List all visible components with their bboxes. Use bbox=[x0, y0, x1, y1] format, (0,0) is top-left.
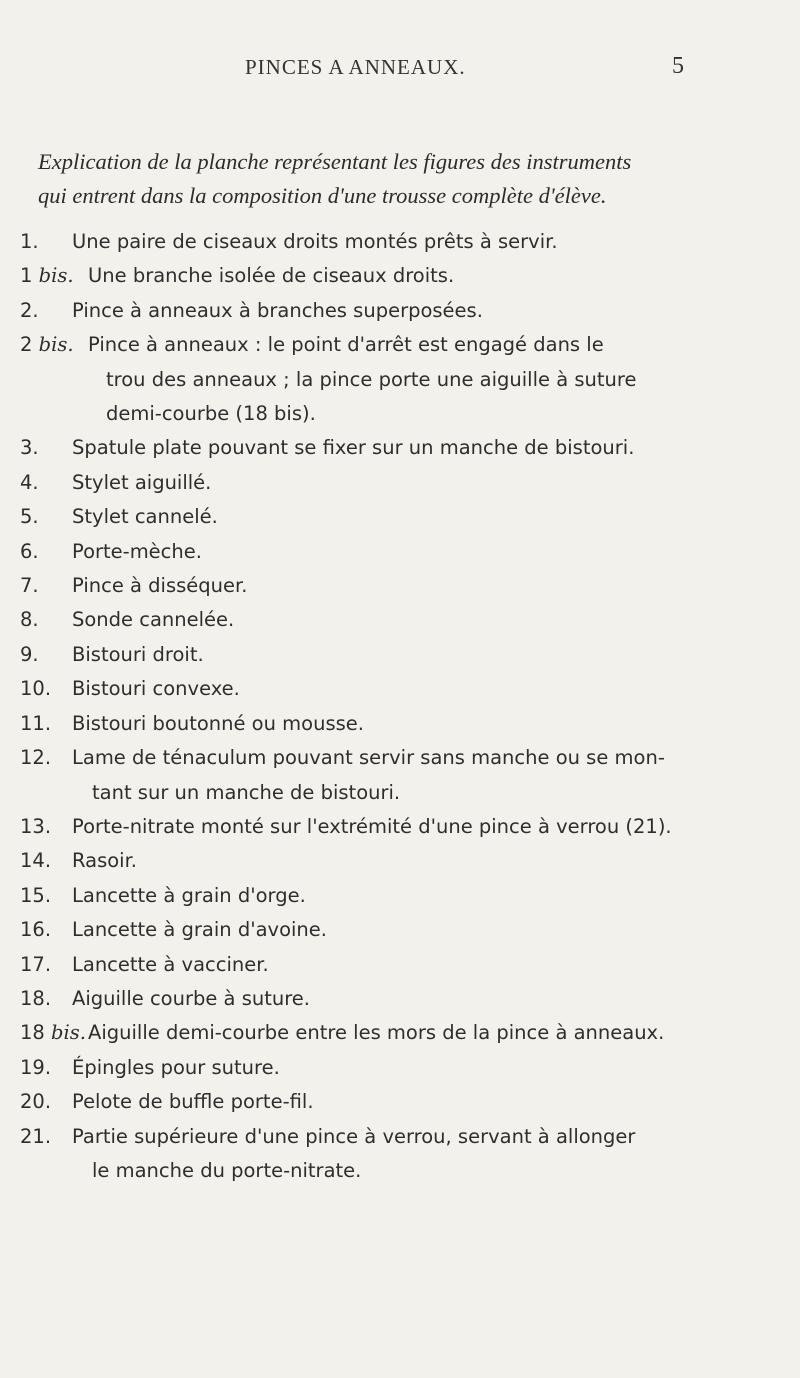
item-number-value: 17. bbox=[20, 952, 52, 976]
item-text: Sonde cannelée. bbox=[72, 608, 235, 632]
list-item bbox=[20, 535, 790, 569]
item-text: Lancette à vacciner. bbox=[72, 952, 269, 976]
item-number bbox=[20, 225, 39, 259]
item-text: Pince à disséquer. bbox=[72, 574, 248, 598]
list-item bbox=[20, 466, 790, 500]
list-item bbox=[20, 259, 790, 293]
item-number-value: 4. bbox=[20, 470, 39, 494]
item-number-value: 10. bbox=[20, 677, 52, 701]
item-number bbox=[20, 948, 51, 982]
item-number-value: 18 bbox=[20, 1021, 45, 1045]
item-text: Spatule plate pouvant se fixer sur un manche de bistouri. bbox=[72, 436, 635, 460]
item-text: Bistouri droit. bbox=[72, 642, 204, 666]
list-item bbox=[20, 948, 790, 982]
item-text-continuation: tant sur un manche de bistouri. bbox=[92, 780, 401, 804]
item-number-value: 8. bbox=[20, 608, 39, 632]
list-item bbox=[20, 328, 790, 431]
item-text: Porte-nitrate monté sur l'extrémité d'une pince à verrou (21). bbox=[72, 814, 672, 838]
item-text-continuation: le manche du porte-nitrate. bbox=[92, 1158, 362, 1182]
item-number-value: 18. bbox=[20, 986, 52, 1010]
item-number-value: 7. bbox=[20, 574, 39, 598]
item-text-continuation: trou des anneaux ; la pince porte une aiguille à suture bbox=[106, 367, 637, 391]
list-item bbox=[20, 741, 790, 810]
list-item bbox=[20, 844, 790, 878]
list-item bbox=[20, 431, 790, 465]
item-number-value: 11. bbox=[20, 711, 52, 735]
caption-line: qui entrent dans la composition d'une trousse complète d'élève. bbox=[38, 183, 607, 208]
list-item bbox=[20, 225, 790, 259]
item-text: Pince à anneaux à branches superposées. bbox=[72, 298, 483, 322]
item-number bbox=[20, 913, 51, 947]
list-item bbox=[20, 1016, 790, 1050]
item-number-value: 5. bbox=[20, 505, 39, 529]
list-item bbox=[20, 500, 790, 534]
item-number bbox=[20, 1051, 51, 1085]
item-number-value: 16. bbox=[20, 918, 52, 942]
item-number bbox=[20, 982, 51, 1016]
item-number bbox=[20, 1120, 51, 1154]
item-text: Une paire de ciseaux droits montés prêts à servir. bbox=[72, 230, 558, 253]
list-item bbox=[20, 810, 790, 844]
item-text: Une branche isolée de ciseaux droits. bbox=[88, 264, 455, 288]
item-number-value: 3. bbox=[20, 436, 39, 460]
item-text: Rasoir. bbox=[72, 849, 138, 873]
item-number-suffix: bis. bbox=[51, 1021, 86, 1045]
page-number: 5 bbox=[672, 53, 684, 79]
item-number-value: 20. bbox=[20, 1090, 52, 1114]
item-number-value: 2. bbox=[20, 298, 39, 322]
item-number bbox=[20, 879, 51, 913]
item-number bbox=[20, 638, 39, 672]
plate-caption bbox=[38, 145, 768, 213]
item-number bbox=[20, 1085, 51, 1119]
item-number bbox=[20, 707, 51, 741]
running-title: PINCES A ANNEAUX. bbox=[245, 55, 466, 79]
item-text: Lame de ténaculum pouvant servir sans manche ou se mon- bbox=[72, 746, 665, 770]
item-number bbox=[20, 569, 39, 603]
item-text: Lancette à grain d'orge. bbox=[72, 883, 306, 907]
item-text: Aiguille demi-courbe entre les mors de la pince à anneaux. bbox=[88, 1021, 665, 1045]
item-number-suffix: bis. bbox=[38, 264, 74, 288]
list-item bbox=[20, 1051, 790, 1085]
item-number bbox=[20, 603, 39, 637]
item-text-continuation: demi-courbe (18 bis). bbox=[106, 402, 316, 426]
item-text: Bistouri boutonné ou mousse. bbox=[72, 711, 364, 735]
item-number bbox=[20, 535, 39, 569]
item-number-value: 12. bbox=[20, 746, 52, 770]
item-number bbox=[20, 672, 51, 706]
item-number-suffix: bis. bbox=[38, 333, 74, 357]
item-text: Lancette à grain d'avoine. bbox=[72, 918, 327, 942]
list-item bbox=[20, 1085, 790, 1119]
instrument-list bbox=[20, 225, 790, 1188]
running-head bbox=[0, 55, 800, 85]
list-item bbox=[20, 603, 790, 637]
list-item bbox=[20, 913, 790, 947]
item-number-value: 19. bbox=[20, 1055, 52, 1079]
item-number-value: 21. bbox=[20, 1124, 52, 1148]
item-text: Aiguille courbe à suture. bbox=[72, 986, 310, 1010]
item-number-value: 2 bbox=[20, 333, 33, 357]
item-text: Épingles pour suture. bbox=[72, 1055, 280, 1079]
item-number bbox=[20, 741, 51, 775]
item-number-value: 1 bbox=[20, 264, 33, 288]
item-text: Stylet cannelé. bbox=[72, 505, 218, 529]
list-item bbox=[20, 707, 790, 741]
list-item bbox=[20, 569, 790, 603]
list-item bbox=[20, 982, 790, 1016]
item-number bbox=[20, 431, 39, 465]
item-number-value: 1. bbox=[20, 230, 39, 253]
list-item bbox=[20, 672, 790, 706]
item-number bbox=[20, 844, 51, 878]
item-number bbox=[20, 810, 51, 844]
item-text: Pelote de buffle porte-fil. bbox=[72, 1090, 314, 1114]
item-number bbox=[20, 466, 39, 500]
item-text: Bistouri convexe. bbox=[72, 677, 240, 701]
item-number bbox=[20, 1016, 86, 1050]
item-number-value: 14. bbox=[20, 849, 52, 873]
item-number-value: 15. bbox=[20, 883, 52, 907]
list-item bbox=[20, 879, 790, 913]
item-text: Partie supérieure d'une pince à verrou, servant à allonger bbox=[72, 1124, 636, 1148]
item-text: Pince à anneaux : le point d'arrêt est engagé dans le bbox=[88, 333, 604, 357]
item-number bbox=[20, 328, 74, 362]
item-number bbox=[20, 294, 39, 328]
caption-line: Explication de la planche représentant les figures des instruments bbox=[38, 149, 632, 174]
item-number-value: 6. bbox=[20, 539, 39, 563]
item-number-value: 13. bbox=[20, 814, 52, 838]
item-text: Porte-mèche. bbox=[72, 539, 202, 563]
list-item bbox=[20, 638, 790, 672]
item-number bbox=[20, 259, 74, 293]
item-text: Stylet aiguillé. bbox=[72, 470, 212, 494]
item-number bbox=[20, 500, 39, 534]
list-item bbox=[20, 1120, 790, 1189]
list-item bbox=[20, 294, 790, 328]
item-number-value: 9. bbox=[20, 642, 39, 666]
